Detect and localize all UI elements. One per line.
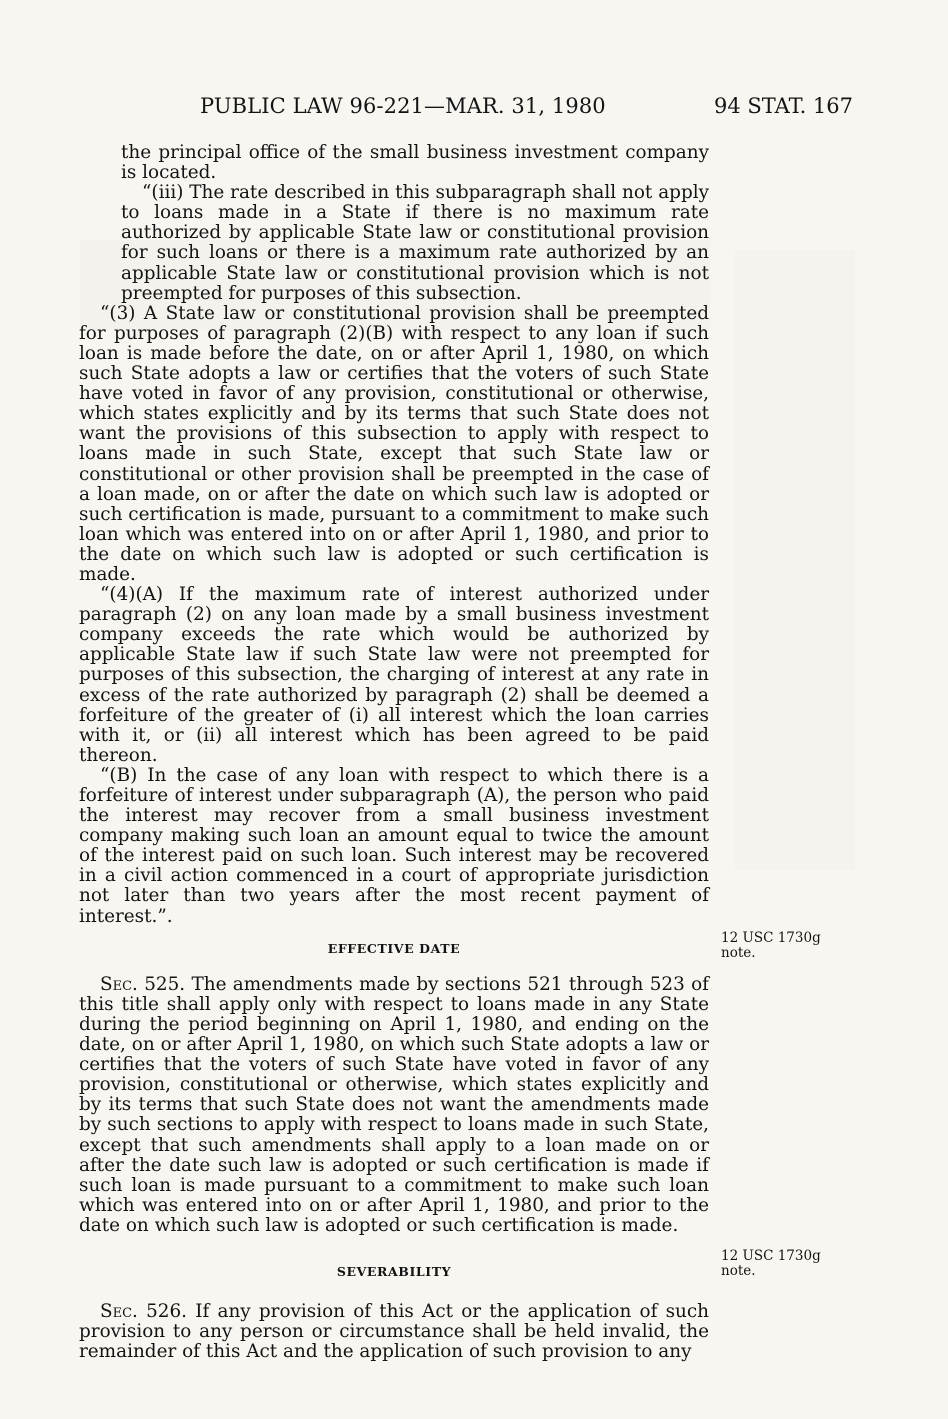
paragraph-continuation: the principal office of the small business investment company is located. — [121, 142, 709, 184]
section-heading-severability: SEVERABILITY — [336, 1263, 452, 1279]
page-citation: 94 STAT. 167 — [714, 94, 854, 118]
running-head: PUBLIC LAW 96-221—MAR. 31, 1980 — [200, 94, 606, 118]
show-through-shading — [735, 250, 855, 870]
section-525 — [79, 975, 709, 1236]
body-text — [79, 143, 709, 1362]
subparagraph-iii: “(iii) The rate described in this subparagraph shall not apply to loans made in a State if there is no maximum rate authorized by applicable State law or constitutional provision for such loans or there is a maximum rate authorized by an applicable State law or constitutional provision which is not preempted for purposes of this subsection. — [121, 182, 709, 304]
section-text: If any provision of this Act or the application of such provision to any person or circumstance shall be held invalid, the remainder of this Act and the application of such provision to any — [79, 1301, 709, 1363]
paragraph-4a: “(4)(A) If the maximum rate of interest authorized under paragraph (2) on any loan made by a small business investment company exceeds the rate which would be authorized by applicable State law if such State law were not preempted for purposes of this subsection, the charging of interest at any rate in excess of the rate authorized by paragraph (2) shall be deemed a forfeiture of the greater of (i) all interest which the loan carries with it, or (ii) all interest which has been agreed to be paid thereon. — [79, 584, 709, 766]
section-label: Sec. 526. — [100, 1301, 188, 1323]
paragraph-3: “(3) A State law or constitutional provision shall be preempted for purposes of paragraph (2)(B) with respect to any loan if such loan is made before the date, on or after April 1, 1980, on which such State adopts a law or certifies that the voters of such State have voted in favor of any provision, constitutional or otherwise, which states explicitly and by its terms that such State does not want the provisions of this subsection to apply with respect to loans made in such State, except that such State law or constitutional or other provision shall be preempted in the case of a loan made, on or after the date on which such law is adopted or such certification is made, pursuant to a commitment to make such loan which was entered into on or after April 1, 1980, and prior to the date on which such law is adopted or such certification is made. — [79, 302, 709, 585]
paragraph-4b: “(B) In the case of any loan with respect to which there is a forfeiture of interest under subparagraph (A), the person who paid the interest may recover from a small business investment company making such loan an amount equal to twice the amount of the interest paid on such loan. Such interest may be recovered in a civil action commenced in a court of appropriate jurisdiction not later than two years after the most recent payment of interest.”. — [79, 764, 709, 927]
section-label: Sec. 525. — [100, 973, 186, 995]
section-text: The amendments made by sections 521 through 523 of this title shall apply only with respect to loans made in any State during the period beginning on April 1, 1980, and ending on the date, on or after April 1, 1980, on which such State adopts a law or certifies that the voters of such State have voted in favor of any provision, constitutional or otherwise, which states explicitly and by its terms that such State does not want the amendments made by such sections to apply with respect to loans made in such State, except that such amendments shall apply to a loan made on or after the date such law is adopted or such certification is made if such loan is made pursuant to a commitment to make such loan which was entered into on or after April 1, 1980, and prior to the date on which such law is adopted or such certification is made. — [79, 973, 709, 1236]
section-heading-effective-date: EFFECTIVE DATE — [327, 940, 461, 956]
section-526 — [79, 1302, 709, 1362]
margin-note-sec-526: 12 USC 1730g note. — [721, 1248, 821, 1279]
margin-note-sec-525: 12 USC 1730g note. — [721, 930, 821, 961]
